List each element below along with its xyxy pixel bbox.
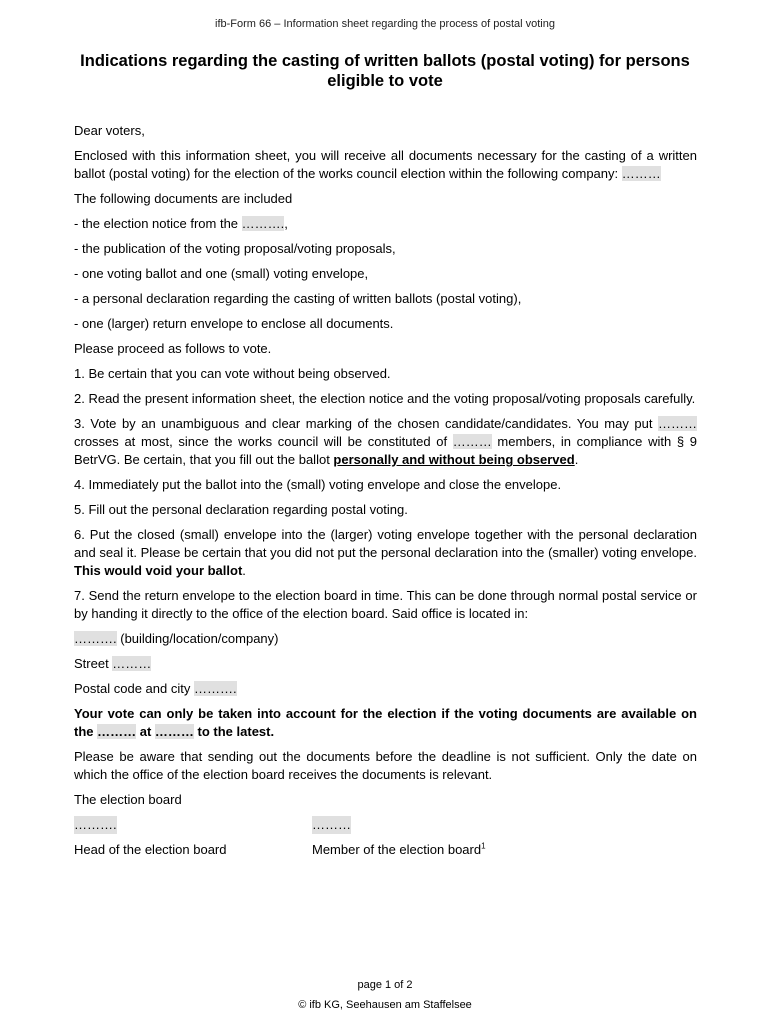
- step-4: 4. Immediately put the ballot into the (small) voting envelope and close the envelope.: [74, 477, 562, 492]
- election-notice-date-field[interactable]: ……….: [241, 216, 285, 231]
- address-street: Street ………: [74, 656, 152, 671]
- copyright-footer: © ifb KG, Seehausen am Staffelsee: [298, 999, 472, 1011]
- member-label: Member of the election board: [312, 842, 482, 857]
- intro-paragraph: Enclosed with this information sheet, you will receive all documents necessary for the casting of a written ballot (postal voting) for the election of the works council election within the following company: ………: [74, 148, 697, 181]
- member-signature-field[interactable]: ………: [312, 817, 351, 832]
- members-count-field[interactable]: ………: [452, 434, 492, 449]
- company-field[interactable]: ………: [621, 166, 661, 181]
- doc-item-voting-proposal: - the publication of the voting proposal/voting proposals,: [74, 241, 396, 256]
- document-body: [74, 122, 697, 866]
- emphasis-personally: personally and without being observed: [333, 452, 575, 467]
- signature-labels-row: [74, 841, 697, 859]
- deadline-paragraph: Your vote can only be taken into account for the election if the voting documents are available on the ……… at ……… to the latest.: [74, 706, 697, 739]
- page-number: page 1 of 2: [357, 979, 413, 991]
- building-field[interactable]: ……….: [74, 631, 117, 646]
- footnote-marker: 1: [481, 841, 486, 851]
- doc-item-declaration: - a personal declaration regarding the casting of written ballots (postal voting),: [74, 291, 522, 306]
- head-label: Head of the election board: [74, 842, 227, 857]
- head-signature-field[interactable]: ……….: [74, 817, 117, 832]
- step-3: 3. Vote by an unambiguous and clear marking of the chosen candidate/candidates. You may put ……… crosses at most, since the works council will be constituted of ……… members, in compliance with § 9 BetrVG. Be certain, that you fill out the ballot personally and without being observed.: [74, 416, 697, 467]
- address-building: ………. (building/location/company): [74, 631, 279, 646]
- proceed-text: Please proceed as follows to vote.: [74, 341, 272, 356]
- notice-paragraph: Please be aware that sending out the documents before the deadline is not sufficient. Only the date on which the office of the election board receives the documents is relevant.: [74, 749, 697, 782]
- member-label-wrap: [312, 841, 486, 859]
- step-1: 1. Be certain that you can vote without being observed.: [74, 366, 391, 381]
- deadline-time-field[interactable]: ………: [154, 724, 194, 739]
- doc-item-ballot: - one voting ballot and one (small) voting envelope,: [74, 266, 369, 281]
- signature-fields-row: [74, 816, 697, 834]
- emphasis-void-ballot: This would void your ballot: [74, 563, 243, 578]
- doc-item-election-notice: - the election notice from the ……….,: [74, 216, 288, 231]
- street-field[interactable]: ………: [112, 656, 152, 671]
- deadline-date-field[interactable]: ………: [97, 724, 137, 739]
- step-5: 5. Fill out the personal declaration regarding postal voting.: [74, 502, 408, 517]
- documents-intro: The following documents are included: [74, 191, 293, 206]
- step-2: 2. Read the present information sheet, the election notice and the voting proposal/voting proposals carefully.: [74, 391, 696, 406]
- address-postal: Postal code and city ……….: [74, 681, 237, 696]
- postal-city-field[interactable]: ……….: [193, 681, 237, 696]
- step-6: 6. Put the closed (small) envelope into the (larger) voting envelope together with the personal declaration and seal it. Please be certain that you did not put the personal declaration into the (smaller) voting envelope. This would void your ballot.: [74, 527, 697, 578]
- election-board-label: The election board: [74, 792, 182, 807]
- document-title: Indications regarding the casting of written ballots (postal voting) for persons eligible to vote: [80, 52, 690, 90]
- doc-item-return-envelope: - one (larger) return envelope to enclose all documents.: [74, 316, 394, 331]
- crosses-count-field[interactable]: ………: [658, 416, 697, 431]
- greeting: Dear voters,: [74, 123, 145, 138]
- step-7: 7. Send the return envelope to the election board in time. This can be done through normal postal service or by handing it directly to the office of the election board. Said office is located in:: [74, 588, 697, 621]
- page-header: ifb-Form 66 – Information sheet regarding the process of postal voting: [215, 18, 555, 30]
